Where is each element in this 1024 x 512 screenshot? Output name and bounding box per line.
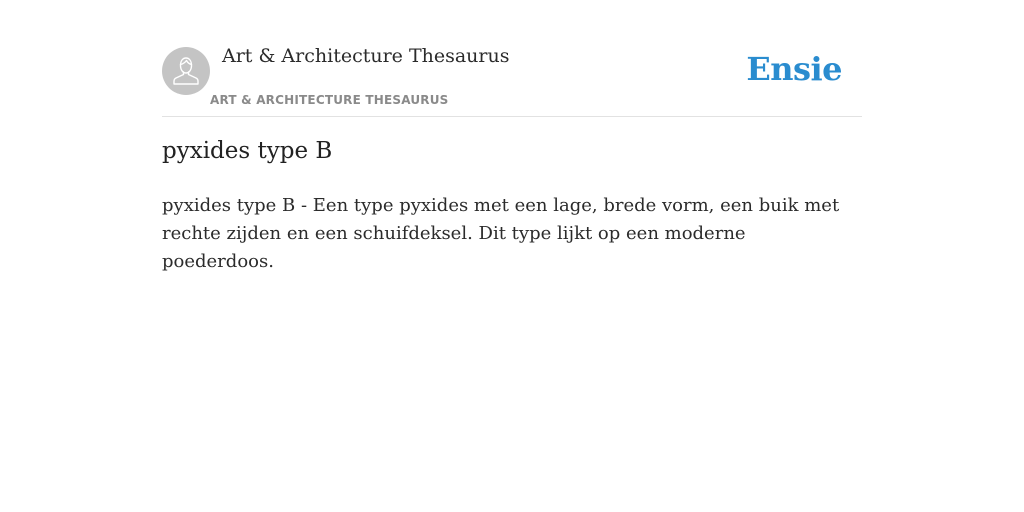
author-name[interactable]: Art & Architecture Thesaurus	[222, 45, 510, 67]
article-header	[162, 40, 862, 117]
user-icon	[171, 55, 201, 87]
definition-text: pyxides type B - Een type pyxides met een lage, brede vorm, een buik met rechte zijden en een schuifdeksel. Dit type lijkt op een moderne poederdoos.	[162, 195, 840, 272]
ensie-logo[interactable]: Ensie	[746, 50, 842, 88]
avatar[interactable]	[162, 47, 210, 95]
source-label[interactable]: ART & ARCHITECTURE THESAURUS	[210, 93, 449, 107]
page-title: pyxides type B	[162, 138, 333, 164]
